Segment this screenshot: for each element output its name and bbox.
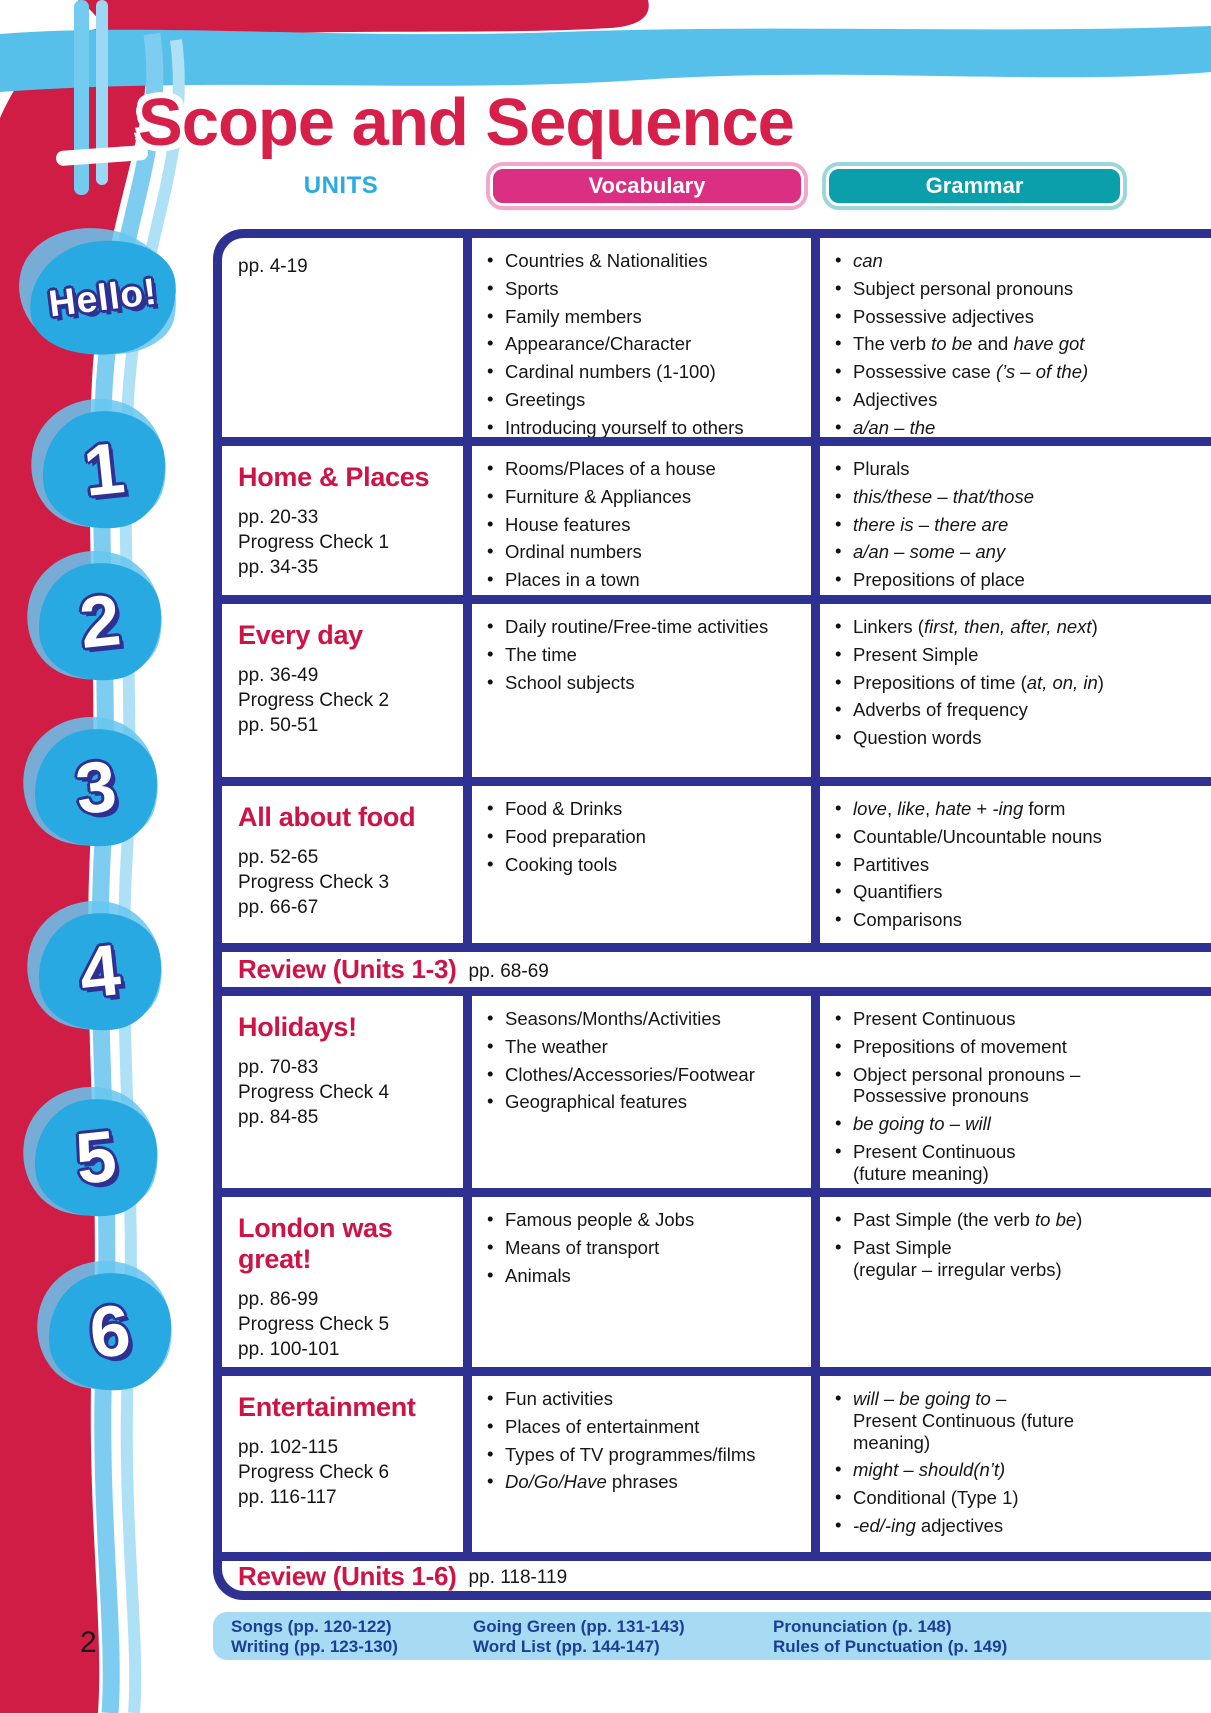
vocabulary-cell-list bbox=[482, 458, 803, 591]
grammar-item: • Adjectives bbox=[830, 389, 1203, 411]
grammar-item: • Quantifiers bbox=[830, 881, 1203, 903]
grammar-item: • -ed/-ing adjectives bbox=[830, 1515, 1203, 1537]
grammar-item: • Past Simple (regular – irregular verbs) bbox=[830, 1237, 1203, 1281]
unit-title: All about food bbox=[238, 802, 416, 832]
vocab-item: • Rooms/Places of a house bbox=[482, 458, 803, 480]
vocab-item: • Animals bbox=[482, 1265, 803, 1287]
vocabulary-cell bbox=[472, 1197, 811, 1367]
grammar-item: • Question words bbox=[830, 727, 1203, 749]
review-title: Review (Units 1-3) bbox=[238, 954, 457, 984]
unit-pages-line: pp. 86-99 bbox=[238, 1289, 319, 1310]
unit-pages-line: pp. 36-49 bbox=[238, 665, 319, 686]
footer-column bbox=[231, 1617, 473, 1660]
unit-cell bbox=[222, 604, 463, 777]
grammar-cell bbox=[820, 996, 1211, 1188]
vocab-item: • Daily routine/Free-time activities bbox=[482, 616, 803, 638]
unit-cell bbox=[222, 446, 463, 595]
grammar-item: • can bbox=[830, 250, 1203, 272]
grammar-column-header: Grammar bbox=[826, 166, 1123, 206]
unit-pages-line: pp. 50-51 bbox=[238, 715, 319, 737]
vocab-item: • Places of entertainment bbox=[482, 1416, 803, 1438]
review-row bbox=[222, 952, 1211, 987]
review-row bbox=[222, 1561, 1211, 1591]
vocabulary-cell-list bbox=[482, 616, 803, 693]
grammar-cell-list bbox=[830, 1388, 1203, 1537]
vocabulary-cell bbox=[472, 786, 811, 943]
vocab-item: • Do/Go/Have phrases bbox=[482, 1471, 803, 1493]
grammar-cell bbox=[820, 604, 1211, 777]
vocabulary-column-header: Vocabulary bbox=[490, 166, 804, 206]
grammar-cell bbox=[820, 786, 1211, 943]
unit-4-badge bbox=[36, 911, 164, 1033]
vocabulary-cell-list bbox=[482, 250, 803, 437]
unit-pages-line: pp. 102-115 bbox=[238, 1437, 339, 1458]
unit-cell bbox=[222, 786, 463, 943]
unit-pages-line: pp. 4-19 bbox=[238, 256, 308, 277]
grammar-item: • The verb to be and have got bbox=[830, 333, 1203, 355]
footer-item: Rules of Punctuation (p. 149) bbox=[773, 1637, 1008, 1656]
vocab-item: • Cooking tools bbox=[482, 854, 803, 876]
vocabulary-cell-list bbox=[482, 1008, 803, 1113]
grammar-item: • Subject personal pronouns bbox=[830, 278, 1203, 300]
hash-stripe-1 bbox=[74, 0, 89, 195]
vocab-item: • Ordinal numbers bbox=[482, 541, 803, 563]
unit-5-badge-label: 5 bbox=[71, 1116, 121, 1200]
vocab-item: • Food preparation bbox=[482, 826, 803, 848]
hello-badge-label: Hello! bbox=[46, 270, 160, 325]
grammar-item: • there is – there are bbox=[830, 514, 1203, 536]
grammar-item: • might – should(n’t) bbox=[830, 1459, 1203, 1481]
unit-2-badge-label: 2 bbox=[75, 580, 125, 664]
vocabulary-cell-list bbox=[482, 798, 803, 875]
unit-pages-line: Progress Check 4 bbox=[238, 1082, 390, 1104]
unit-pages-line: pp. 84-85 bbox=[238, 1107, 319, 1129]
vocab-item: • The time bbox=[482, 644, 803, 666]
vocab-item: • Furniture & Appliances bbox=[482, 486, 803, 508]
review-pages: pp. 118-119 bbox=[468, 1567, 568, 1588]
footer-item: Songs (pp. 120-122) bbox=[231, 1617, 392, 1636]
vocabulary-cell bbox=[472, 446, 811, 595]
review-title: Review (Units 1-6) bbox=[238, 1561, 457, 1591]
unit-cell bbox=[222, 1197, 463, 1367]
units-column-header: UNITS bbox=[303, 172, 379, 199]
unit-3-badge-label: 3 bbox=[71, 746, 121, 830]
unit-pages-line: Progress Check 6 bbox=[238, 1462, 390, 1484]
grammar-cell-list bbox=[830, 458, 1203, 595]
unit-6-badge-label: 6 bbox=[85, 1290, 135, 1374]
unit-2-badge bbox=[36, 561, 164, 683]
footer-item: Writing (pp. 123-130) bbox=[231, 1637, 398, 1656]
vocabulary-cell bbox=[472, 996, 811, 1188]
grammar-item: • a/an – the bbox=[830, 417, 1203, 437]
vocab-item: • Family members bbox=[482, 306, 803, 328]
unit-3-badge bbox=[32, 727, 160, 849]
grammar-item: • Adverbs of frequency bbox=[830, 699, 1203, 721]
unit-pages-line: Progress Check 5 bbox=[238, 1314, 390, 1336]
grammar-cell-list bbox=[830, 1008, 1203, 1188]
unit-4-badge-label: 4 bbox=[75, 930, 125, 1014]
vocabulary-cell-list bbox=[482, 1388, 803, 1493]
grammar-item: • Linkers (first, then, after, next) bbox=[830, 616, 1203, 638]
vocab-item: • Cardinal numbers (1-100) bbox=[482, 361, 803, 383]
vocabulary-cell-list bbox=[482, 1209, 803, 1286]
unit-6-badge bbox=[46, 1271, 174, 1393]
grammar-item: • be going to – will bbox=[830, 1113, 1203, 1135]
review-pages: pp. 68-69 bbox=[468, 960, 549, 982]
grammar-item: • will – be going to – Present Continuous (future meaning) bbox=[830, 1388, 1203, 1453]
unit-pages-line: Progress Check 2 bbox=[238, 690, 390, 712]
vocab-item: • The weather bbox=[482, 1036, 803, 1058]
grammar-cell bbox=[820, 1197, 1211, 1367]
grammar-item: • Plurals bbox=[830, 458, 1203, 480]
vocabulary-cell bbox=[472, 604, 811, 777]
vocab-item: • Fun activities bbox=[482, 1388, 803, 1410]
grammar-item: • Comparisons bbox=[830, 909, 1203, 931]
vocab-item: • Clothes/Accessories/Footwear bbox=[482, 1064, 803, 1086]
vocab-item: • Appearance/Character bbox=[482, 333, 803, 355]
vocab-item: • Sports bbox=[482, 278, 803, 300]
vocab-item: • Means of transport bbox=[482, 1237, 803, 1259]
scope-sequence-table bbox=[213, 229, 1211, 1600]
unit-1-badge bbox=[40, 409, 168, 531]
unit-title: Home & Places bbox=[238, 462, 430, 492]
grammar-item: • Prepositions of movement bbox=[830, 1036, 1203, 1058]
vocab-item: • House features bbox=[482, 514, 803, 536]
footer-item: Going Green (pp. 131-143) bbox=[473, 1617, 685, 1636]
vocab-item: • Geographical features bbox=[482, 1091, 803, 1113]
page-number: 2 bbox=[80, 1626, 97, 1659]
unit-pages-line: pp. 100-101 bbox=[238, 1339, 340, 1361]
unit-cell bbox=[222, 1376, 463, 1552]
grammar-item: • love, like, hate + -ing form bbox=[830, 798, 1203, 820]
footer-bar bbox=[213, 1612, 1211, 1660]
grammar-item: • Past Simple (the verb to be) bbox=[830, 1209, 1203, 1231]
grammar-cell-list bbox=[830, 798, 1203, 931]
unit-pages-line: pp. 34-35 bbox=[238, 557, 319, 579]
grammar-item: • Present Simple bbox=[830, 644, 1203, 666]
hello-badge bbox=[27, 239, 179, 357]
unit-pages-line: pp. 20-33 bbox=[238, 507, 319, 528]
grammar-item: • Prepositions of place bbox=[830, 569, 1203, 591]
grammar-item: • a/an – some – any bbox=[830, 541, 1203, 563]
footer-column bbox=[773, 1617, 1007, 1660]
grammar-cell bbox=[820, 446, 1211, 595]
unit-pages-line: pp. 52-65 bbox=[238, 847, 319, 868]
unit-pages-line: pp. 70-83 bbox=[238, 1057, 319, 1078]
unit-pages-line: pp. 116-117 bbox=[238, 1487, 337, 1509]
grammar-item: • Prepositions of time (at, on, in) bbox=[830, 672, 1203, 694]
unit-title: London was great! bbox=[238, 1213, 393, 1274]
grammar-item: • this/these – that/those bbox=[830, 486, 1203, 508]
vocab-item: • Types of TV programmes/films bbox=[482, 1444, 803, 1466]
vocab-item: • Food & Drinks bbox=[482, 798, 803, 820]
unit-title: Entertainment bbox=[238, 1392, 416, 1422]
unit-cell bbox=[222, 238, 463, 437]
grammar-cell-list bbox=[830, 250, 1203, 437]
vocab-item: • Places in a town bbox=[482, 569, 803, 591]
footer-item: Pronunciation (p. 148) bbox=[773, 1617, 952, 1636]
vocab-item: • Famous people & Jobs bbox=[482, 1209, 803, 1231]
vocabulary-cell bbox=[472, 1376, 811, 1552]
unit-cell bbox=[222, 996, 463, 1188]
grammar-item: • Conditional (Type 1) bbox=[830, 1487, 1203, 1509]
vocab-item: • Introducing yourself to others bbox=[482, 417, 803, 437]
unit-1-badge-label: 1 bbox=[79, 428, 129, 512]
unit-title: Every day bbox=[238, 620, 363, 650]
unit-pages-line: Progress Check 1 bbox=[238, 532, 390, 554]
unit-5-badge bbox=[32, 1097, 160, 1219]
grammar-cell bbox=[820, 1376, 1211, 1552]
unit-pages-line: pp. 66-67 bbox=[238, 897, 319, 919]
vocab-item: • Countries & Nationalities bbox=[482, 250, 803, 272]
grammar-cell bbox=[820, 238, 1211, 437]
footer-item: Word List (pp. 144-147) bbox=[473, 1637, 660, 1656]
vocab-item: • School subjects bbox=[482, 672, 803, 694]
vocabulary-cell bbox=[472, 238, 811, 437]
grammar-item: • Present Continuous bbox=[830, 1008, 1203, 1030]
page-title: Scope and Sequence bbox=[138, 85, 794, 160]
grammar-item: • Object personal pronouns – Possessive pronouns bbox=[830, 1064, 1203, 1108]
grammar-item: • Partitives bbox=[830, 854, 1203, 876]
footer-column bbox=[473, 1617, 773, 1660]
grammar-item: • Present Continuous (future meaning) bbox=[830, 1141, 1203, 1185]
grammar-cell-list bbox=[830, 616, 1203, 749]
grammar-item: • Countable/Uncountable nouns bbox=[830, 826, 1203, 848]
vocab-item: • Seasons/Months/Activities bbox=[482, 1008, 803, 1030]
grammar-item: • Possessive case (’s – of the) bbox=[830, 361, 1203, 383]
unit-title: Holidays! bbox=[238, 1012, 357, 1042]
grammar-item: • Possessive adjectives bbox=[830, 306, 1203, 328]
vocab-item: • Greetings bbox=[482, 389, 803, 411]
grammar-cell-list bbox=[830, 1209, 1203, 1280]
unit-pages-line: Progress Check 3 bbox=[238, 872, 390, 894]
